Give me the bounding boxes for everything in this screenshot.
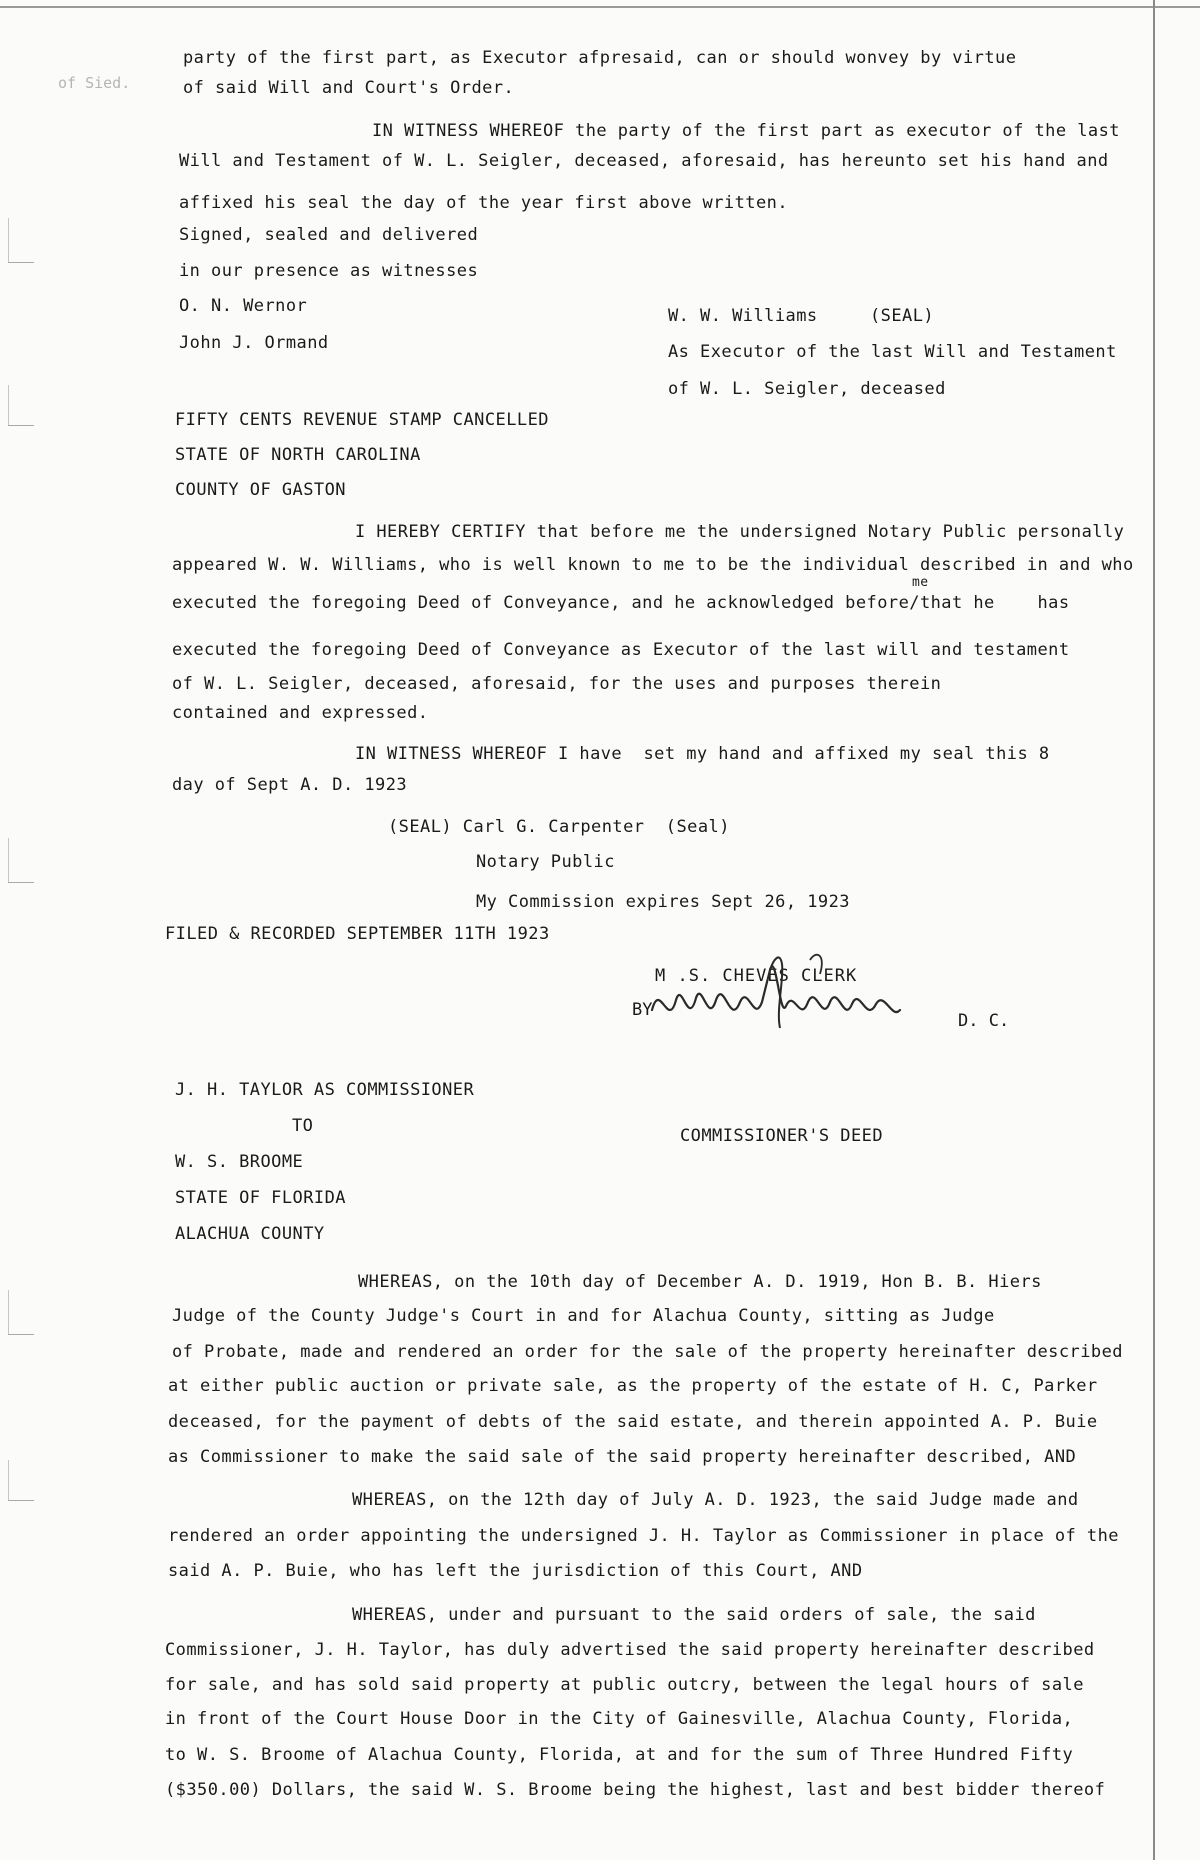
deed-title: COMMISSIONER'S DEED [680, 1126, 884, 1146]
top-edge-line [0, 6, 1200, 8]
signer-title: As Executor of the last Will and Testament [668, 342, 1117, 362]
text-line: in front of the Court House Door in the City of Gainesville, Alachua County, Florida, [165, 1709, 1074, 1729]
binder-mark [8, 1334, 34, 1335]
text-line: Commissioner, J. H. Taylor, has duly advertised the said property hereinafter described [165, 1640, 1095, 1660]
signer-name: W. W. Williams [668, 306, 818, 326]
text-line: deceased, for the payment of debts of the said estate, and therein appointed A. P. Buie [168, 1412, 1098, 1432]
text-line: for sale, and has sold said property at public outcry, between the legal hours of sale [165, 1675, 1084, 1695]
text-line: I HEREBY CERTIFY that before me the undersigned Notary Public personally [355, 522, 1125, 542]
text-line: to W. S. Broome of Alachua County, Florida, at and for the sum of Three Hundred Fifty [165, 1745, 1074, 1765]
witness-name: O. N. Wernor [179, 296, 308, 316]
text-line: of W. L. Seigler, deceased, aforesaid, for the uses and purposes therein [172, 674, 942, 694]
witness-name: John J. Ormand [179, 333, 329, 353]
revenue-stamp-note: FIFTY CENTS REVENUE STAMP CANCELLED [175, 410, 549, 430]
binder-mark [8, 425, 34, 426]
text-line: at either public auction or private sale, as the property of the estate of H. C, Parker [168, 1376, 1098, 1396]
text-line: party of the first part, as Executor afpresaid, can or should wonvey by virtue [183, 48, 1017, 68]
seal-mark: (SEAL) [870, 306, 935, 326]
text-line: WHEREAS, under and pursuant to the said orders of sale, the said [352, 1605, 1036, 1625]
text-line: Judge of the County Judge's Court in and for Alachua County, sitting as Judge [172, 1306, 995, 1326]
clerk-by: BY [632, 1000, 653, 1020]
venue-state: STATE OF FLORIDA [175, 1188, 346, 1208]
commission-expiry: My Commission expires Sept 26, 1923 [476, 892, 850, 912]
text-line: executed the foregoing Deed of Conveyance as Executor of the last will and testament [172, 640, 1070, 660]
binder-mark [8, 218, 9, 262]
binder-mark [8, 838, 9, 882]
binder-mark [8, 1460, 9, 1500]
venue-county: ALACHUA COUNTY [175, 1224, 325, 1244]
grantor-line: J. H. TAYLOR AS COMMISSIONER [175, 1080, 475, 1100]
text-line: IN WITNESS WHEREOF I have set my hand and affixed my seal this 8 [355, 744, 1050, 764]
text-line: Will and Testament of W. L. Seigler, deceased, aforesaid, has hereunto set his hand and [179, 151, 1109, 171]
text-line: said A. P. Buie, who has left the jurisdiction of this Court, AND [168, 1561, 863, 1581]
text-line: IN WITNESS WHEREOF the party of the first part as executor of the last [372, 121, 1120, 141]
binder-mark [8, 385, 9, 425]
binder-mark [8, 1500, 34, 1501]
text-line: contained and expressed. [172, 703, 429, 723]
to-line: TO [292, 1116, 314, 1136]
venue-county: COUNTY OF GASTON [175, 480, 346, 500]
text-line: rendered an order appointing the undersigned J. H. Taylor as Commissioner in place of the [168, 1526, 1119, 1546]
text-line: of said Will and Court's Order. [183, 78, 515, 98]
text-line: in our presence as witnesses [179, 261, 479, 281]
text-line: day of Sept A. D. 1923 [172, 775, 408, 795]
binder-mark [8, 882, 34, 883]
text-line: WHEREAS, on the 12th day of July A. D. 1923, the said Judge made and [352, 1490, 1079, 1510]
text-line: affixed his seal the day of the year first above written. [179, 193, 789, 213]
binder-mark [8, 1290, 9, 1334]
notary-title: Notary Public [476, 852, 615, 872]
interlineation: me [912, 575, 929, 590]
text-line: executed the foregoing Deed of Conveyance, and he acknowledged before/that he has [172, 593, 1070, 613]
clerk-name: M .S. CHEVES CLERK [655, 966, 858, 986]
venue-state: STATE OF NORTH CAROLINA [175, 445, 421, 465]
text-line: WHEREAS, on the 10th day of December A. D. 1919, Hon B. B. Hiers [358, 1272, 1042, 1292]
text-line: as Commissioner to make the said sale of the said property hereinafter described, AND [168, 1447, 1077, 1467]
notary-name: (SEAL) Carl G. Carpenter (Seal) [388, 817, 730, 837]
margin-note: of Sied. [58, 74, 131, 92]
text-line: ($350.00) Dollars, the said W. S. Broome being the highest, last and best bidder thereof [165, 1780, 1106, 1800]
signer-title: of W. L. Seigler, deceased [668, 379, 946, 399]
deputy-clerk-signature [630, 940, 920, 1040]
deputy-clerk-mark: D. C. [958, 1011, 1010, 1031]
grantee-line: W. S. BROOME [175, 1152, 304, 1172]
binder-mark [8, 262, 34, 263]
text-line: appeared W. W. Williams, who is well known to me to be the individual described in and who [172, 555, 1134, 575]
right-margin-rule [1153, 0, 1155, 1860]
filed-recorded: FILED & RECORDED SEPTEMBER 11TH 1923 [165, 924, 550, 944]
text-line: Signed, sealed and delivered [179, 225, 479, 245]
text-line: of Probate, made and rendered an order for the sale of the property hereinafter described [172, 1342, 1123, 1362]
